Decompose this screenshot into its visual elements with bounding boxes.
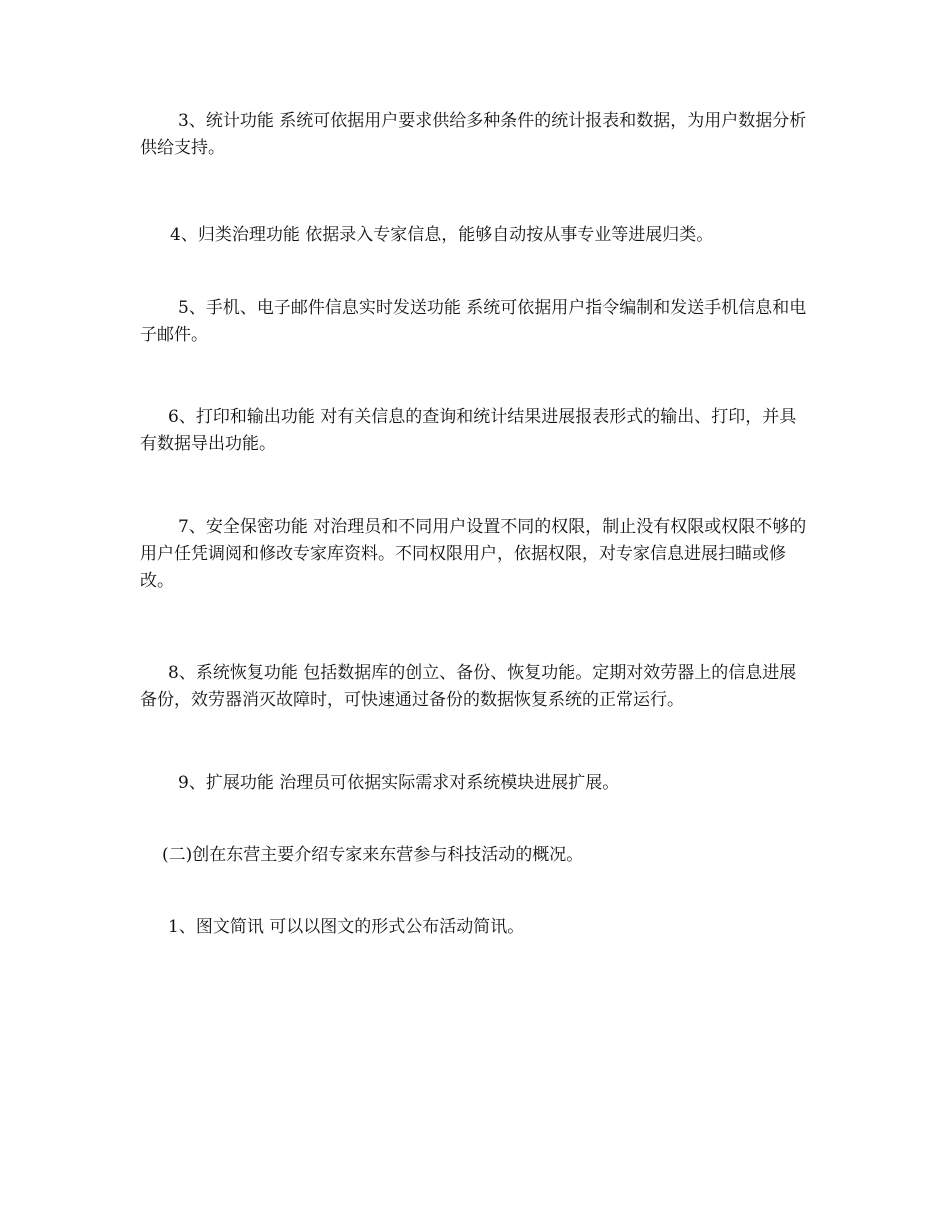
paragraph-system-recovery-function: 8、系统恢复功能 包括数据库的创立、备份、恢复功能。定期对效劳器上的信息进展备份，效劳器消灭故障时，可快速通过备份的数据恢复系统的正常运行。 bbox=[140, 663, 797, 710]
paragraph-classification-function: 4、归类治理功能 依据录入专家信息，能够自动按从事专业等进展归类。 bbox=[170, 225, 714, 245]
paragraph-section-two-heading: (二)创在东营主要介绍专家来东营参与科技活动的概况。 bbox=[162, 845, 584, 865]
paragraph-security-function: 7、安全保密功能 对治理员和不同用户设置不同的权限，制止没有权限或权限不够的用户任凭调阅和修改专家库资料。不同权限用户，依据权限，对专家信息进展扫瞄或修改。 bbox=[140, 517, 807, 591]
paragraph-print-output-function: 6、打印和输出功能 对有关信息的查询和统计结果进展报表形式的输出、打印，并具有数据导出功能。 bbox=[140, 407, 797, 454]
paragraph-extension-function: 9、扩展功能 治理员可依据实际需求对系统模块进展扩展。 bbox=[178, 773, 620, 793]
paragraph-sms-email-function: 5、手机、电子邮件信息实时发送功能 系统可依据用户指令编制和发送手机信息和电子邮件。 bbox=[140, 298, 807, 345]
paragraph-statistics-function: 3、统计功能 系统可依据用户要求供给多种条件的统计报表和数据，为用户数据分析供给支持。 bbox=[140, 111, 807, 158]
paragraph-image-text-news: 1、图文简讯 可以以图文的形式公布活动简讯。 bbox=[168, 917, 525, 937]
